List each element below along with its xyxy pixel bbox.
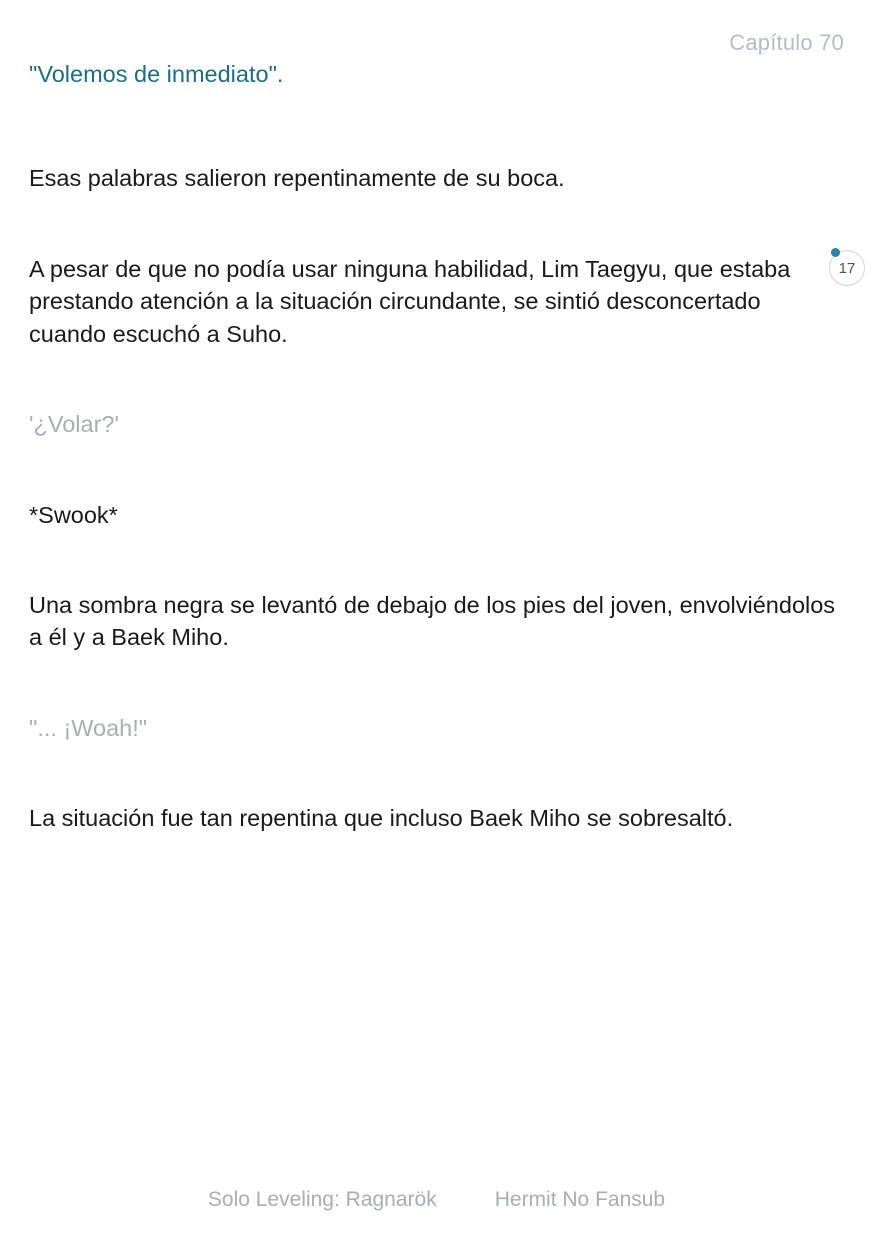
page-marker-badge[interactable]: [829, 250, 865, 286]
chapter-text-body: [29, 58, 843, 893]
paragraph: Una sombra negra se levantó de debajo de los pies del joven, envolviéndolos a él y a Baek Miho.: [29, 591, 836, 651]
page-marker-dot-icon: [831, 248, 840, 257]
paragraph: "... ¡Woah!": [29, 714, 148, 741]
paragraph: '¿Volar?': [29, 411, 119, 438]
paragraph: La situación fue tan repentina que incluso Baek Miho se sobresaltó.: [29, 805, 734, 832]
chapter-label: Capítulo 70: [729, 30, 844, 55]
page-footer: [0, 1188, 873, 1212]
page-marker-number: 17: [838, 259, 856, 277]
paragraph: "Volemos de inmediato".: [29, 61, 284, 87]
footer-fansub-credit: Hermit No Fansub: [494, 1188, 666, 1211]
paragraph: *Swook*: [29, 501, 118, 528]
footer-series-title: Solo Leveling: Ragnarök: [207, 1188, 437, 1211]
paragraph: A pesar de que no podía usar ninguna habilidad, Lim Taegyu, que estaba prestando atención a la situación circundante, se sintió desconcertado cuando escuchó a Suho.: [29, 255, 791, 347]
paragraph: Esas palabras salieron repentinamente de su boca.: [29, 165, 565, 192]
